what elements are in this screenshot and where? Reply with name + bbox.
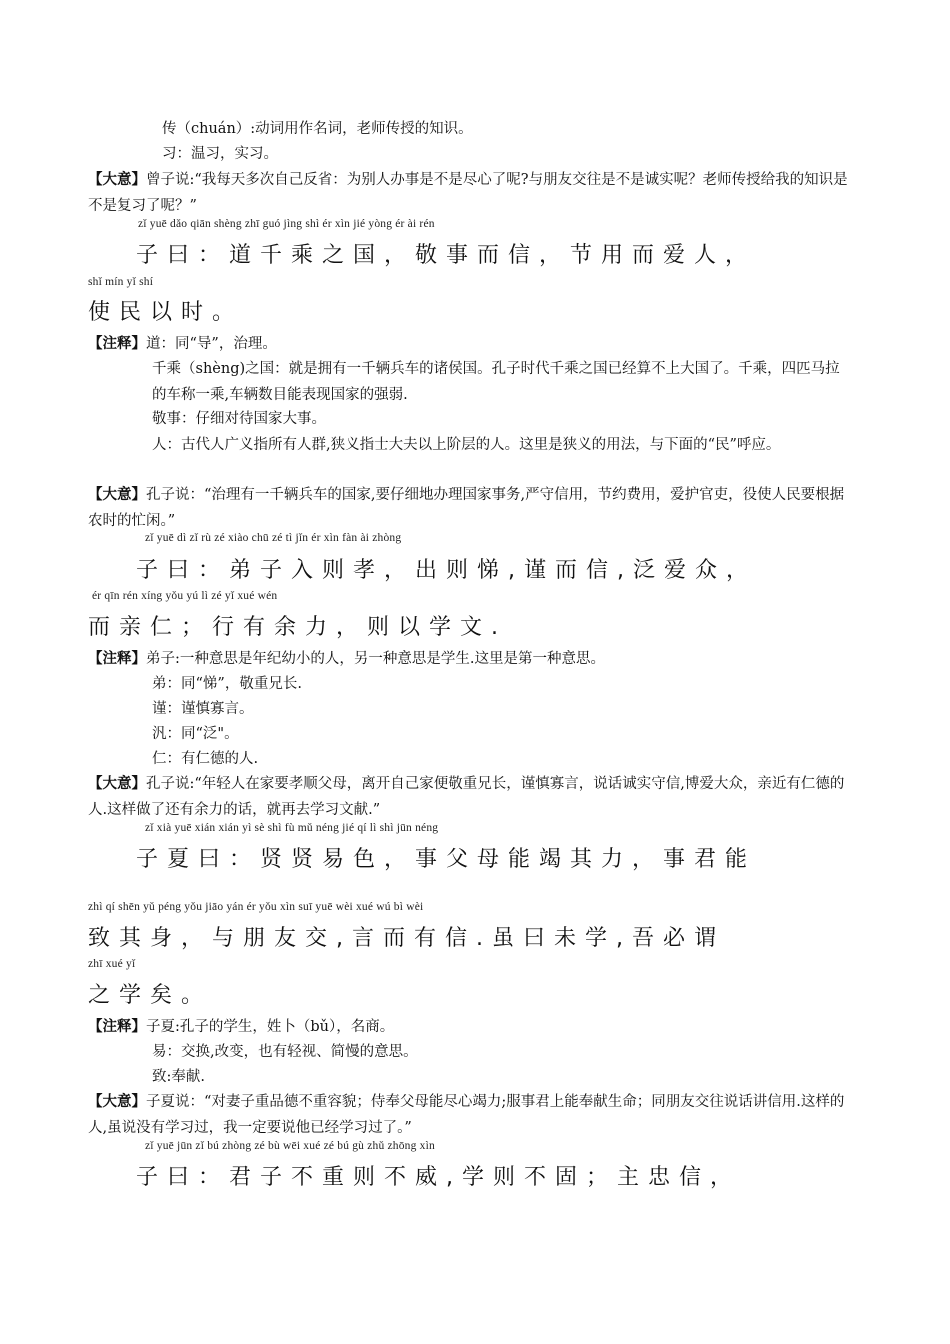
notes-text: 千乘（shèng)之国：就是拥有一千辆兵车的诸侯国。孔子时代千乘之国已经算不上大国了。千乘，四匹马拉的车称一乘,车辆数目能表现国家的强弱. [152, 361, 840, 403]
pinyin-line: zǐ yuē dǎo qiān shèng zhī guó jìng shì ér xìn jié yòng ér ài rén [138, 218, 435, 230]
meaning-text: 孔子说：“治理有一千辆兵车的国家,要仔细地办理国家事务,严守信用，节约费用，爱护官吏，役使人民要根据农时的忙闲。” [88, 487, 845, 529]
pinyin-line: ér qīn rén xíng yǒu yú lì zé yǐ xué wén [92, 590, 278, 602]
meaning-text: 曾子说:“我每天多次自己反省：为别人办事是不是尽心了呢?与朋友交往是不是诚实呢？老师传授给我的知识是不是复习了呢？” [88, 172, 848, 214]
classic-line: 子夏曰：贤贤易色，事父母能竭其力，事君能 [136, 847, 757, 872]
pinyin-line: shǐ mín yǐ shí [88, 276, 154, 288]
notes-line: 致:奉献. [152, 1069, 205, 1085]
classic-line: 而亲仁；行有余力，则以学文. [88, 615, 507, 640]
meaning-tag: 【 大意 】 [88, 171, 146, 188]
notes-line: 敬事：仔细对待国家大事。 [152, 411, 326, 427]
notes-line: 仁：有仁德的人. [152, 751, 259, 767]
notes-line: 谨：谨慎寡言。 [152, 701, 254, 717]
notes-text: 子夏:孔子的学生，姓卜（bǔ），名商。 [146, 1019, 395, 1035]
notes-line [88, 1015, 394, 1036]
text-line: 传（chuán）:动词用作名词，老师传授的知识。 [162, 121, 473, 137]
notes-line: 弟：同“悌”，敬重兄长. [152, 676, 302, 692]
classic-line: 子曰：弟子入则孝，出则悌,谨而信,泛爱众， [136, 558, 757, 583]
notes-text: 弟子:一种意思是年纪幼小的人，另一种意思是学生.这里是第一种意思。 [146, 651, 605, 667]
meaning-tag: 【 大意 】 [88, 1093, 146, 1110]
pinyin-line: zhī xué yǐ [88, 958, 136, 970]
notes-line: 汎：同“泛"。 [152, 726, 239, 742]
pinyin-line: zhì qí shēn yǔ péng yǒu jiāo yán ér yǒu xìn suī yuē wèi xué wú bì wèi [88, 901, 424, 913]
notes-tag: 【 注释 】 [88, 650, 146, 667]
meaning-tag: 【 大意 】 [88, 486, 146, 503]
meaning-text: 子夏说：“对妻子重品德不重容貌；侍奉父母能尽心竭力;服事君上能奉献生命；同朋友交往说话讲信用.这样的人,虽说没有学习过，我一定要说他已经学习过了。” [88, 1094, 845, 1136]
classic-line: 使民以时。 [88, 300, 244, 325]
meaning-block [88, 771, 848, 823]
meaning-block [88, 167, 848, 219]
notes-block [152, 432, 852, 458]
meaning-tag: 【 大意 】 [88, 775, 146, 792]
pinyin-line: zǐ yuē jūn zǐ bú zhòng zé bù wēi xué zé bú gù zhǔ zhōng xìn [145, 1140, 435, 1152]
pinyin-line: zǐ yuē dì zǐ rù zé xiào chū zé tì jǐn ér xìn fàn ài zhòng [145, 532, 402, 544]
notes-tag: 【 注释 】 [88, 335, 146, 352]
notes-line [88, 332, 277, 353]
classic-line: 子曰：道千乘之国，敬事而信，节用而爱人， [136, 243, 757, 268]
notes-line: 易：交换,改变，也有轻视、简慢的意思。 [152, 1044, 418, 1060]
meaning-text: 孔子说:“年轻人在家要孝顺父母，离开自己家便敬重兄长，谨慎寡言，说话诚实守信,博爱大众，亲近有仁德的人.这样做了还有余力的话，就再去学习文献.” [88, 776, 845, 818]
classic-line: 子曰：君子不重则不威,学则不固；主忠信， [136, 1165, 741, 1190]
pinyin-line: zǐ xià yuē xián xián yì sè shì fù mǔ néng jié qí lì shì jūn néng [145, 822, 439, 834]
notes-line [88, 647, 605, 668]
notes-block [152, 356, 852, 408]
meaning-block [88, 1089, 848, 1141]
classic-line: 之学矣。 [88, 983, 213, 1008]
notes-tag: 【 注释 】 [88, 1018, 146, 1035]
notes-text: 人：古代人广义指所有人群,狭义指士大夫以上阶层的人。这里是狭义的用法，与下面的“民”呼应。 [152, 437, 781, 453]
text-line: 习：温习，实习。 [162, 146, 278, 162]
meaning-block [88, 482, 848, 534]
notes-text: 道：同“导”，治理。 [146, 336, 277, 352]
classic-line: 致其身，与朋友交,言而有信.虽曰未学,吾必谓 [88, 926, 725, 951]
